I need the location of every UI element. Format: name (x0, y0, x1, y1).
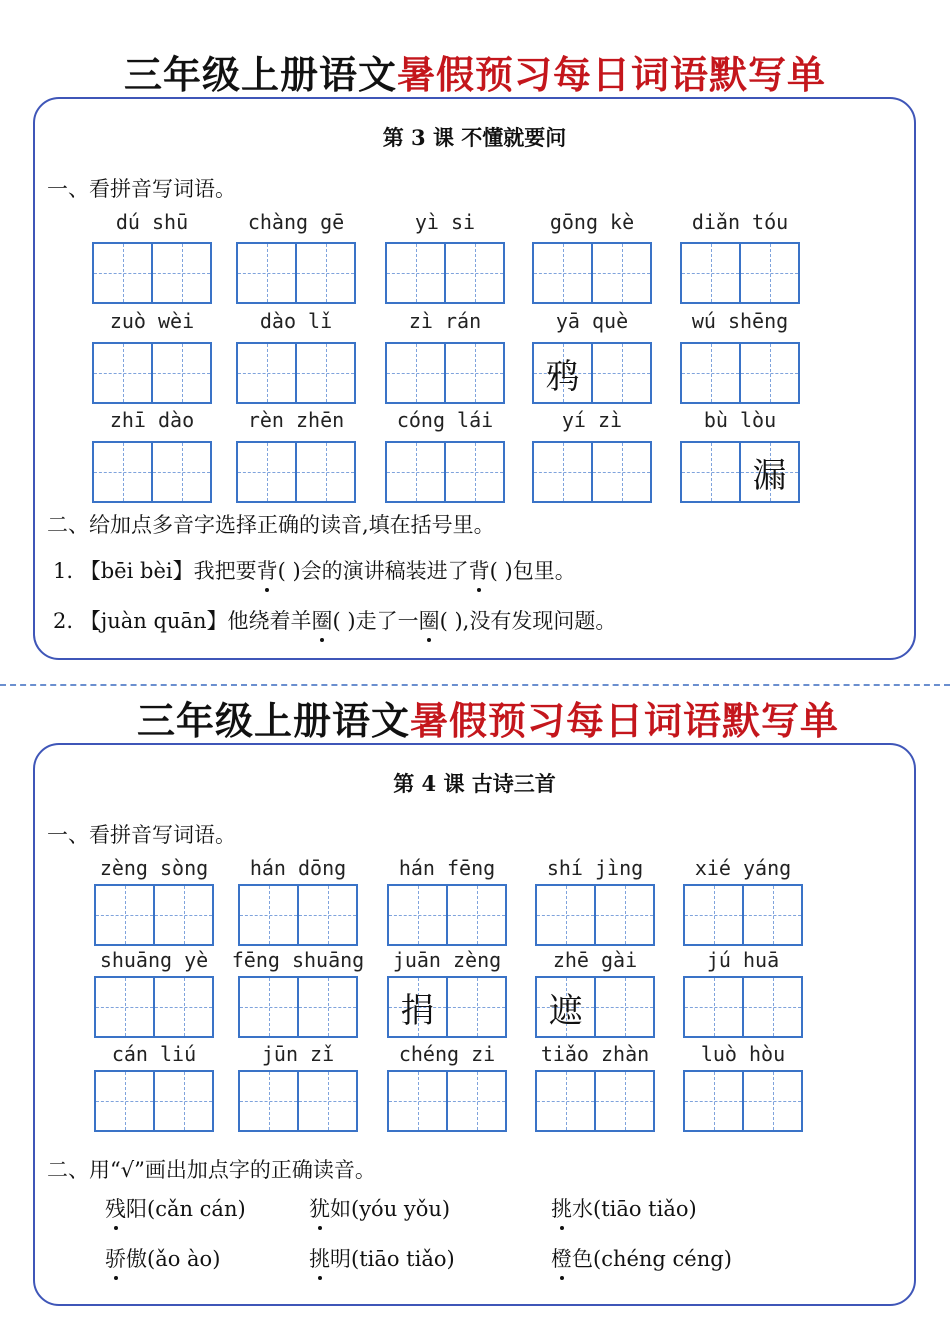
writing-cell[interactable] (594, 1072, 653, 1130)
writing-cell[interactable] (240, 886, 297, 944)
answer-blank[interactable]: ( )走了一 (332, 609, 419, 633)
writing-grid[interactable] (385, 342, 505, 404)
pinyin-label: xié yáng (694, 856, 792, 880)
writing-cell[interactable] (151, 443, 210, 501)
writing-cell[interactable] (444, 344, 503, 402)
writing-grid[interactable] (387, 884, 507, 946)
pinyin-label: chàng gē (247, 210, 345, 234)
writing-cell[interactable] (742, 1072, 801, 1130)
dotted-character: 圈 (312, 605, 333, 635)
writing-grid[interactable] (238, 1070, 358, 1132)
pinyin-label: shuāng yè (99, 948, 209, 972)
reading-choice[interactable]: 橙色(chéng céng) (551, 1243, 732, 1273)
writing-cell[interactable] (739, 244, 798, 302)
answer-blank[interactable]: ( ),没有发现问题。 (439, 609, 617, 633)
pinyin-label: hán fēng (398, 856, 496, 880)
writing-grid[interactable] (92, 342, 212, 404)
dotted-character: 背 (257, 555, 278, 585)
writing-cell[interactable] (534, 244, 591, 302)
writing-cell[interactable] (96, 1072, 153, 1130)
dashed-divider (0, 684, 950, 686)
writing-grid[interactable] (532, 242, 652, 304)
writing-cell[interactable] (151, 344, 210, 402)
writing-cell[interactable] (151, 244, 210, 302)
pinyin-label: tiǎo zhàn (540, 1042, 650, 1066)
pinyin-label: fēng shuāng (231, 948, 365, 972)
writing-cell[interactable] (537, 1072, 594, 1130)
lesson-title: 第 4 课 古诗三首 (393, 771, 556, 796)
writing-grid[interactable] (387, 976, 507, 1038)
writing-cell[interactable] (238, 443, 295, 501)
pinyin-label: jú huā (706, 948, 780, 972)
pinyin-label: jūn zǐ (261, 1042, 335, 1066)
writing-cell[interactable] (739, 344, 798, 402)
writing-cell[interactable] (594, 886, 653, 944)
writing-cell[interactable] (297, 1072, 356, 1130)
writing-grid[interactable] (92, 242, 212, 304)
writing-cell[interactable] (537, 886, 594, 944)
lesson-title: 第 3 课 不懂就要问 (382, 125, 567, 150)
writing-cell[interactable] (389, 978, 446, 1036)
dotted-character: 圈 (419, 605, 440, 635)
dotted-character: 背 (469, 555, 490, 585)
writing-cell[interactable] (238, 244, 295, 302)
pinyin-label: zhē gài (552, 948, 638, 972)
writing-grid[interactable] (236, 242, 356, 304)
pinyin-label: juān zèng (392, 948, 502, 972)
worksheet-card (33, 743, 916, 1306)
writing-cell[interactable] (534, 443, 591, 501)
pinyin-label: yā què (555, 309, 629, 333)
writing-cell[interactable] (742, 978, 801, 1036)
writing-grid[interactable] (94, 1070, 214, 1132)
writing-cell[interactable] (387, 244, 444, 302)
writing-grid[interactable] (236, 342, 356, 404)
given-character: 鸦 (545, 356, 580, 397)
writing-cell[interactable] (389, 1072, 446, 1130)
writing-cell[interactable] (742, 886, 801, 944)
writing-grid[interactable] (94, 976, 214, 1038)
section-title: 二、给加点多音字选择正确的读音,填在括号里。 (47, 513, 495, 537)
pinyin-label: cóng lái (396, 408, 494, 432)
writing-cell[interactable] (295, 344, 354, 402)
writing-cell[interactable] (446, 978, 505, 1036)
answer-blank[interactable]: ( )包里。 (489, 559, 576, 583)
writing-cell[interactable] (295, 443, 354, 501)
reading-choice[interactable]: 残阳(cǎn cán) (105, 1193, 246, 1223)
question-2: 2. 【juàn quān】他绕着羊圈( )走了一圈( ),没有发现问题。 (53, 605, 616, 635)
writing-cell[interactable] (682, 443, 739, 501)
writing-cell[interactable] (96, 886, 153, 944)
writing-grid[interactable] (683, 976, 803, 1038)
pinyin-label: shí jìng (546, 856, 644, 880)
writing-cell[interactable] (446, 1072, 505, 1130)
pinyin-label: bù lòu (703, 408, 777, 432)
writing-cell[interactable] (685, 886, 742, 944)
pinyin-label: diǎn tóu (691, 210, 789, 234)
writing-cell[interactable] (534, 344, 591, 402)
pinyin-label: wú shēng (691, 309, 789, 333)
pinyin-label: dú shū (115, 210, 189, 234)
writing-cell[interactable] (94, 344, 151, 402)
section-title: 一、看拼音写词语。 (47, 177, 236, 201)
writing-grid[interactable] (535, 976, 655, 1038)
writing-cell[interactable] (591, 443, 650, 501)
reading-choice[interactable]: 犹如(yóu yǒu) (309, 1193, 450, 1223)
writing-cell[interactable] (444, 244, 503, 302)
writing-grid[interactable] (683, 884, 803, 946)
writing-grid[interactable] (532, 342, 652, 404)
answer-blank[interactable]: ( )会的演讲稿装进了 (277, 559, 469, 583)
pinyin-label: yí zì (561, 408, 623, 432)
writing-grid[interactable] (680, 242, 800, 304)
writing-cell[interactable] (682, 244, 739, 302)
pinyin-label: chéng zi (398, 1042, 496, 1066)
writing-cell[interactable] (739, 443, 798, 501)
pinyin-label: rèn zhēn (247, 408, 345, 432)
question-1: 1. 【bēi bèi】我把要背( )会的演讲稿装进了背( )包里。 (53, 555, 576, 585)
writing-cell[interactable] (240, 978, 297, 1036)
writing-grid[interactable] (238, 976, 358, 1038)
writing-cell[interactable] (94, 443, 151, 501)
writing-grid[interactable] (680, 342, 800, 404)
writing-cell[interactable] (685, 978, 742, 1036)
reading-choice[interactable]: 骄傲(ǎo ào) (105, 1243, 220, 1273)
writing-cell[interactable] (685, 1072, 742, 1130)
pinyin-label: cán liú (111, 1042, 197, 1066)
writing-grid[interactable] (385, 441, 505, 503)
pinyin-label: zuò wèi (109, 309, 195, 333)
writing-grid[interactable] (535, 1070, 655, 1132)
writing-grid[interactable] (236, 441, 356, 503)
writing-cell[interactable] (591, 244, 650, 302)
pinyin-label: dào lǐ (259, 309, 333, 333)
writing-grid[interactable] (94, 884, 214, 946)
worksheet-card (33, 97, 916, 660)
writing-cell[interactable] (389, 886, 446, 944)
pinyin-label: zèng sòng (99, 856, 209, 880)
pinyin-label: zì rán (408, 309, 482, 333)
writing-cell[interactable] (94, 244, 151, 302)
section-title: 二、用“√”画出加点字的正确读音。 (47, 1158, 376, 1182)
reading-choice[interactable]: 挑明(tiāo tiǎo) (309, 1243, 455, 1273)
pinyin-label: zhī dào (109, 408, 195, 432)
writing-cell[interactable] (444, 443, 503, 501)
writing-cell[interactable] (153, 1072, 212, 1130)
writing-grid[interactable] (238, 884, 358, 946)
writing-cell[interactable] (153, 978, 212, 1036)
writing-grid[interactable] (385, 242, 505, 304)
writing-cell[interactable] (446, 886, 505, 944)
pinyin-label: gōng kè (549, 210, 635, 234)
writing-cell[interactable] (96, 978, 153, 1036)
worksheet-title: 三年级上册语文暑假预习每日词语默写单 (136, 699, 840, 743)
writing-grid[interactable] (535, 884, 655, 946)
worksheet-title: 三年级上册语文暑假预习每日词语默写单 (123, 53, 827, 97)
given-character: 捐 (400, 990, 435, 1031)
writing-cell[interactable] (238, 344, 295, 402)
writing-grid[interactable] (680, 441, 800, 503)
writing-grid[interactable] (532, 441, 652, 503)
pinyin-label: hán dōng (249, 856, 347, 880)
writing-cell[interactable] (295, 244, 354, 302)
writing-cell[interactable] (682, 344, 739, 402)
pinyin-label: yì si (414, 210, 476, 234)
given-character: 漏 (752, 455, 787, 496)
reading-choice[interactable]: 挑水(tiāo tiǎo) (551, 1193, 697, 1223)
writing-cell[interactable] (387, 443, 444, 501)
writing-cell[interactable] (387, 344, 444, 402)
writing-cell[interactable] (594, 978, 653, 1036)
writing-grid[interactable] (387, 1070, 507, 1132)
writing-cell[interactable] (240, 1072, 297, 1130)
writing-cell[interactable] (297, 978, 356, 1036)
writing-cell[interactable] (297, 886, 356, 944)
writing-cell[interactable] (591, 344, 650, 402)
writing-grid[interactable] (92, 441, 212, 503)
writing-cell[interactable] (153, 886, 212, 944)
writing-cell[interactable] (537, 978, 594, 1036)
pinyin-label: luò hòu (700, 1042, 786, 1066)
given-character: 遮 (548, 990, 583, 1031)
writing-grid[interactable] (683, 1070, 803, 1132)
section-title: 一、看拼音写词语。 (47, 823, 236, 847)
